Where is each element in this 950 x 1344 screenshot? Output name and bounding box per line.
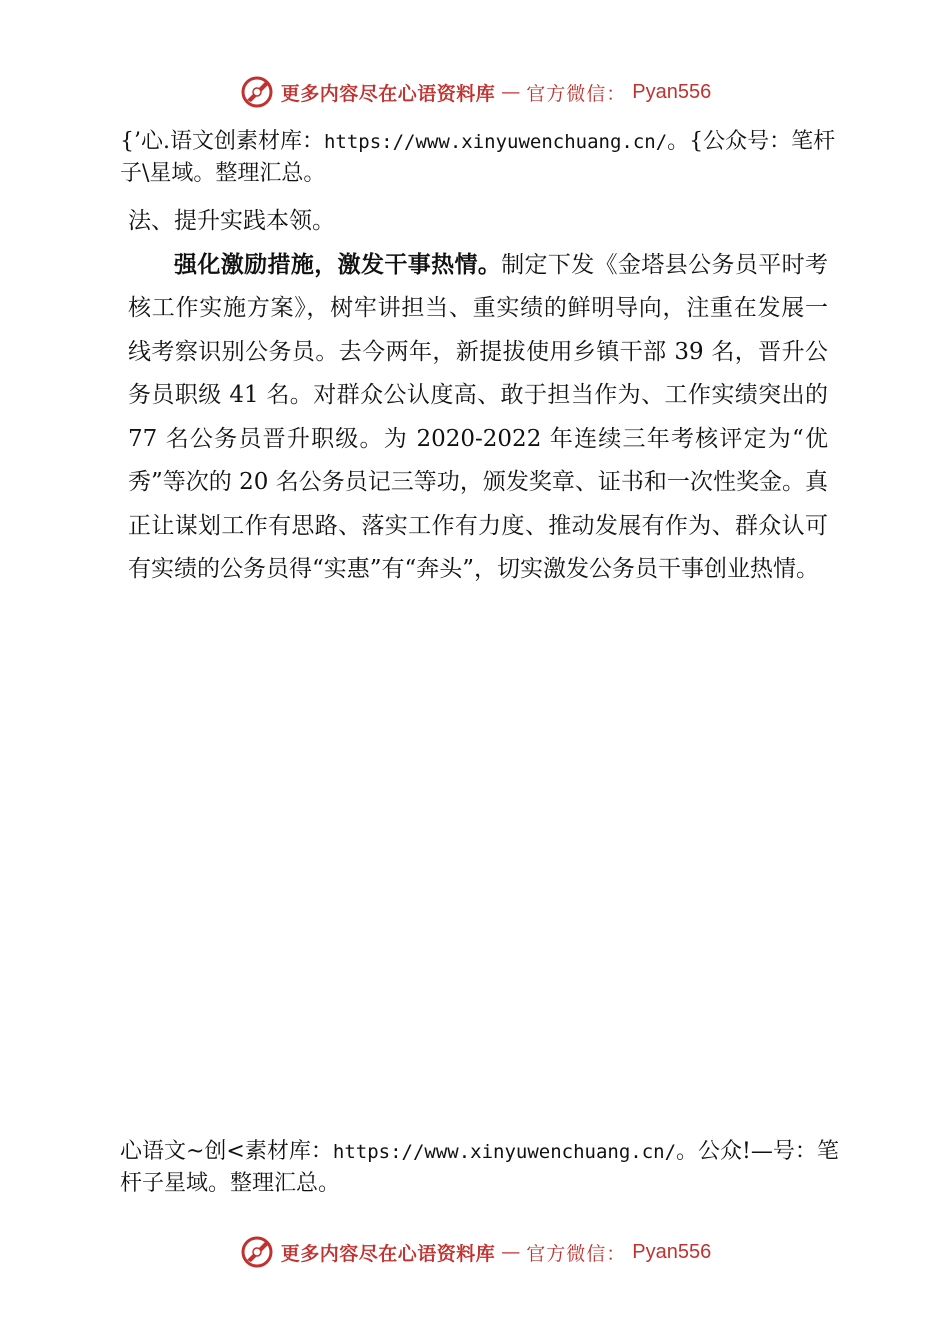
footer-banner-subtitle: 官方微信： [526, 1242, 627, 1265]
paragraph-1: 法、提升实践本领。 [128, 208, 335, 234]
watermark-top-prefix: {’心.语文创素材库： [120, 129, 324, 154]
header-banner [0, 72, 950, 112]
footer-banner-separator: — [501, 1241, 521, 1263]
banner-subtitle: 官方微信： [526, 82, 627, 105]
brush-circle-logo-icon [239, 1234, 275, 1270]
banner-wechat-id: Pyan556 [632, 80, 712, 103]
watermark-bottom-url: https://www.xinyuwenchuang.cn/ [332, 1141, 677, 1163]
watermark-top [120, 126, 840, 189]
watermark-bottom-suffix: 。公众!—号：笔杆子星域。整理汇总。 [120, 1139, 839, 1196]
footer-banner-wechat-id: Pyan556 [632, 1240, 712, 1263]
banner-separator: — [501, 81, 521, 103]
footer-banner [0, 1232, 950, 1272]
banner-title: 更多内容尽在心语资料库 [280, 82, 496, 105]
paragraph-2-text: 制定下发《金塔县公务员平时考核工作实施方案》，树牢讲担当、重实绩的鲜明导向，注重在发展一线考察识别公务员。去今两年，新提拔使用乡镇干部 39 名，晋升公务员职级 41 名。对群众公认度高、敢于担当作为、工作实绩突出的 77 名公务员晋升职级。为 2020-2022 年连续三年考核评定为“优秀”等次的 20 名公务员记三等功，颁发奖章、证书和一次性奖金。真正让谋划工作有思路、落实工作有力度、推动发展有作为、群众认可有实绩的公务员得“实惠”有“奔头”，切实激发公务员干事创业热情。 [128, 251, 829, 582]
paragraph-2-lead: 强化激励措施，激发干事热情。 [174, 251, 502, 278]
brush-circle-logo-icon [239, 74, 275, 110]
footer-banner-title: 更多内容尽在心语资料库 [280, 1242, 496, 1265]
document-body [128, 200, 828, 592]
watermark-top-suffix: 。{公众号：笔杆子\星域。整理汇总。 [120, 129, 836, 186]
watermark-bottom [120, 1136, 840, 1199]
paragraph-2 [128, 244, 828, 592]
watermark-bottom-prefix: 心语文~创<素材库： [120, 1139, 333, 1164]
watermark-top-url: https://www.xinyuwenchuang.cn/ [323, 131, 668, 153]
